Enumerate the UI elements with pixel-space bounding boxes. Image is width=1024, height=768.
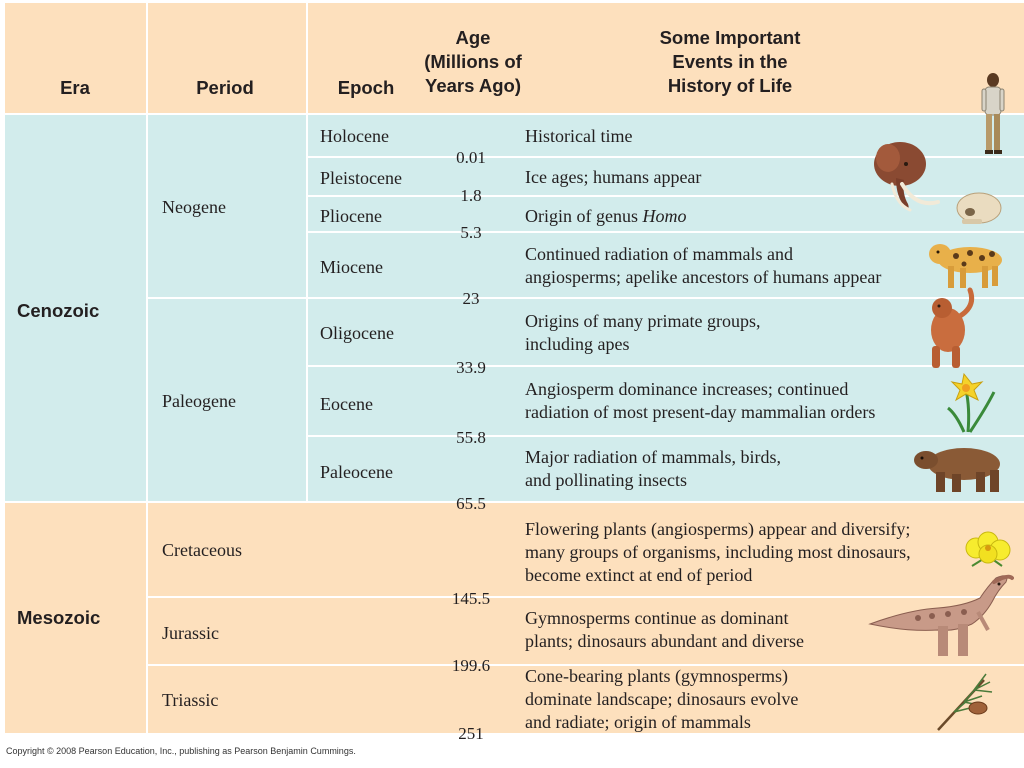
epoch-pliocene: Pliocene (320, 206, 382, 226)
header-period: Period (196, 77, 254, 98)
event-pliocene (525, 205, 686, 228)
event-line: Ice ages; humans appear (525, 167, 702, 187)
event-line: Origins of many primate groups, (525, 311, 761, 331)
flower-icon (958, 526, 1014, 572)
age-value: 145.5 (451, 589, 491, 608)
event-paleocene (525, 446, 781, 492)
human-figure-icon (976, 72, 1010, 156)
epoch-holocene: Holocene (320, 126, 389, 146)
period-paleogene: Paleogene (162, 391, 236, 411)
header-age-line: Age (455, 27, 491, 48)
event-miocene (525, 243, 881, 289)
event-cretaceous (525, 518, 911, 587)
event-line: Historical time (525, 126, 633, 146)
event-line: Origin of genus (525, 206, 643, 226)
header-epoch: Epoch (337, 77, 395, 98)
event-line: Gymnosperms continue as dominant (525, 608, 789, 628)
event-italic-genus: Homo (642, 206, 687, 226)
event-eocene (525, 378, 875, 424)
period-cretaceous: Cretaceous (162, 540, 242, 560)
dinosaur-icon (868, 572, 1014, 662)
event-pleistocene (525, 166, 701, 189)
event-triassic (525, 665, 798, 734)
era-cenozoic: Cenozoic (17, 300, 100, 321)
event-line: including apes (525, 334, 630, 354)
age-value: 65.5 (456, 494, 486, 513)
event-line: angiosperms; apelike ancestors of humans appear (525, 267, 882, 287)
header-age (410, 26, 536, 98)
epoch-pleistocene: Pleistocene (320, 168, 402, 188)
primate-icon (922, 286, 978, 372)
event-line: radiation of most present-day mammalian orders (525, 402, 876, 422)
event-line: many groups of organisms, including most dinosaurs, (525, 542, 911, 562)
epoch-paleocene: Paleocene (320, 462, 393, 482)
header-events-line: History of Life (667, 75, 793, 96)
age-value: 251 (458, 724, 484, 743)
event-holocene (525, 125, 632, 148)
age-value: 23 (462, 289, 480, 308)
epoch-oligocene: Oligocene (320, 323, 394, 343)
period-jurassic: Jurassic (162, 623, 219, 643)
event-line: and pollinating insects (525, 470, 687, 490)
event-line: dominate landscape; dinosaurs evolve (525, 689, 799, 709)
event-line: become extinct at end of period (525, 565, 753, 585)
age-value: 1.8 (460, 186, 482, 205)
daffodil-icon (942, 368, 998, 434)
event-line: and radiate; origin of mammals (525, 712, 751, 732)
event-line: Angiosperm dominance increases; continued (525, 379, 849, 399)
event-jurassic (525, 607, 804, 653)
event-line: Continued radiation of mammals and (525, 244, 793, 264)
age-value: 33.9 (456, 358, 486, 377)
header-age-line: Years Ago) (425, 75, 521, 96)
skull-icon (954, 188, 1004, 228)
event-line: Flowering plants (angiosperms) appear and diversify; (525, 519, 911, 539)
event-line: Cone-bearing plants (gymnosperms) (525, 666, 788, 686)
event-oligocene (525, 310, 760, 356)
header-events-line: Some Important (659, 27, 801, 48)
event-line: Major radiation of mammals, birds, (525, 447, 781, 467)
age-value: 55.8 (456, 428, 486, 447)
period-neogene: Neogene (162, 197, 226, 217)
pine-branch-icon (934, 672, 994, 732)
age-value: 199.6 (451, 656, 491, 675)
event-line: plants; dinosaurs abundant and diverse (525, 631, 804, 651)
mammoth-icon (866, 138, 940, 214)
age-value: 5.3 (460, 223, 482, 242)
header-events-line: Events in the (672, 51, 788, 72)
header-age-line: (Millions of (424, 51, 522, 72)
header-events (620, 26, 840, 98)
wildcat-icon (926, 238, 1012, 290)
period-triassic: Triassic (162, 690, 219, 710)
copyright-notice: Copyright © 2008 Pearson Education, Inc., publishing as Pearson Benjamin Cummings. (6, 746, 356, 756)
epoch-miocene: Miocene (320, 257, 383, 277)
epoch-eocene: Eocene (320, 394, 373, 414)
header-era: Era (60, 77, 90, 98)
era-mesozoic: Mesozoic (17, 607, 101, 628)
early-mammal-icon (912, 440, 1010, 494)
age-value: 0.01 (456, 148, 486, 167)
